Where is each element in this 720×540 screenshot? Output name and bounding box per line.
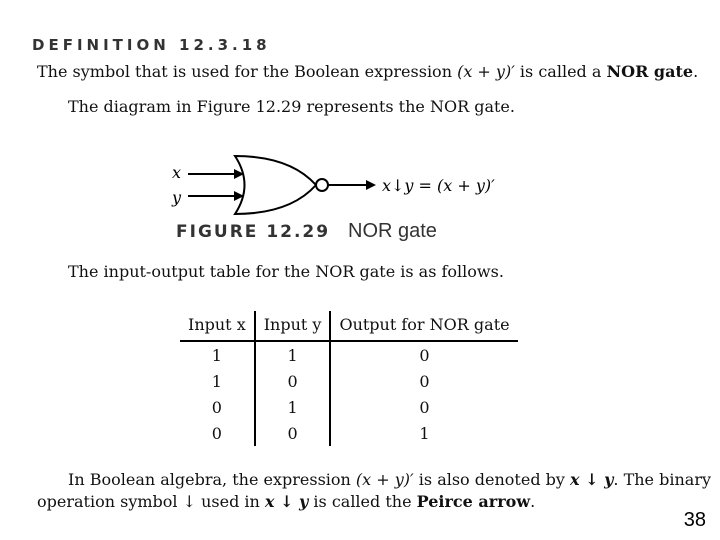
cell-output: 1 xyxy=(330,420,517,446)
cell-input-x: 1 xyxy=(211,371,222,391)
table-row xyxy=(180,341,518,368)
cell-output: 0 xyxy=(330,368,517,394)
cell-input-x: 0 xyxy=(211,397,222,417)
cell-input-y: 0 xyxy=(255,368,331,394)
input-x-label: x xyxy=(172,163,182,182)
table-row xyxy=(180,420,518,446)
truth-table-header xyxy=(180,311,518,341)
cell-input-x: 1 xyxy=(211,345,222,365)
definition-term: NOR gate xyxy=(606,62,694,81)
closing-text: . The binary xyxy=(613,470,711,489)
nor-gate-body xyxy=(235,156,316,214)
definition-text-middle: is called a xyxy=(514,62,607,81)
table-row xyxy=(180,368,518,394)
closing-text: . xyxy=(530,492,536,511)
definition-text-end: . xyxy=(693,62,699,81)
input-y-label: y xyxy=(172,188,182,207)
cell-input-y: 1 xyxy=(255,341,331,368)
figure-caption: NOR gate xyxy=(348,220,437,242)
definition-expression: (x + y)′ xyxy=(457,62,515,81)
closing-line-1 xyxy=(68,470,711,490)
closing-text: is also denoted by xyxy=(413,470,571,489)
peirce-arrow-term: Peirce arrow xyxy=(416,492,531,511)
definition-heading: DEFINITION 12.3.18 xyxy=(32,36,271,54)
definition-text xyxy=(37,62,698,82)
header-input-x: Input x xyxy=(188,315,246,334)
closing-text: operation symbol ↓ used in xyxy=(37,492,265,511)
diagram-sentence: The diagram in Figure 12.29 represents the NOR gate. xyxy=(68,97,515,116)
page-number: 38 xyxy=(683,509,706,531)
cell-output: 0 xyxy=(330,341,517,368)
output-expression: x↓y = (x + y)′ xyxy=(382,176,495,195)
header-output: Output for NOR gate xyxy=(330,311,517,341)
definition-text-start: The symbol that is used for the Boolean expression xyxy=(37,62,458,81)
nor-gate-bubble xyxy=(316,179,328,191)
cell-input-x: 0 xyxy=(211,423,222,443)
cell-input-y: 0 xyxy=(255,420,331,446)
header-input-y: Input y xyxy=(255,311,331,341)
output-arrow xyxy=(366,180,376,190)
table-row xyxy=(180,394,518,420)
closing-text: In Boolean algebra, the expression xyxy=(68,470,356,489)
closing-expression: (x + y)′ xyxy=(355,470,414,489)
closing-line-2 xyxy=(37,492,535,512)
truth-table xyxy=(180,311,518,446)
nor-symbol-expression: x ↓ y xyxy=(570,470,614,489)
cell-input-y: 1 xyxy=(255,394,331,420)
cell-output: 0 xyxy=(330,394,517,420)
nor-symbol-expression: x ↓ y xyxy=(264,492,309,511)
closing-text: is called the xyxy=(308,492,417,511)
table-intro: The input-output table for the NOR gate is as follows. xyxy=(68,262,504,281)
figure-label: FIGURE 12.29 xyxy=(176,222,331,242)
nor-gate-figure xyxy=(170,150,510,220)
